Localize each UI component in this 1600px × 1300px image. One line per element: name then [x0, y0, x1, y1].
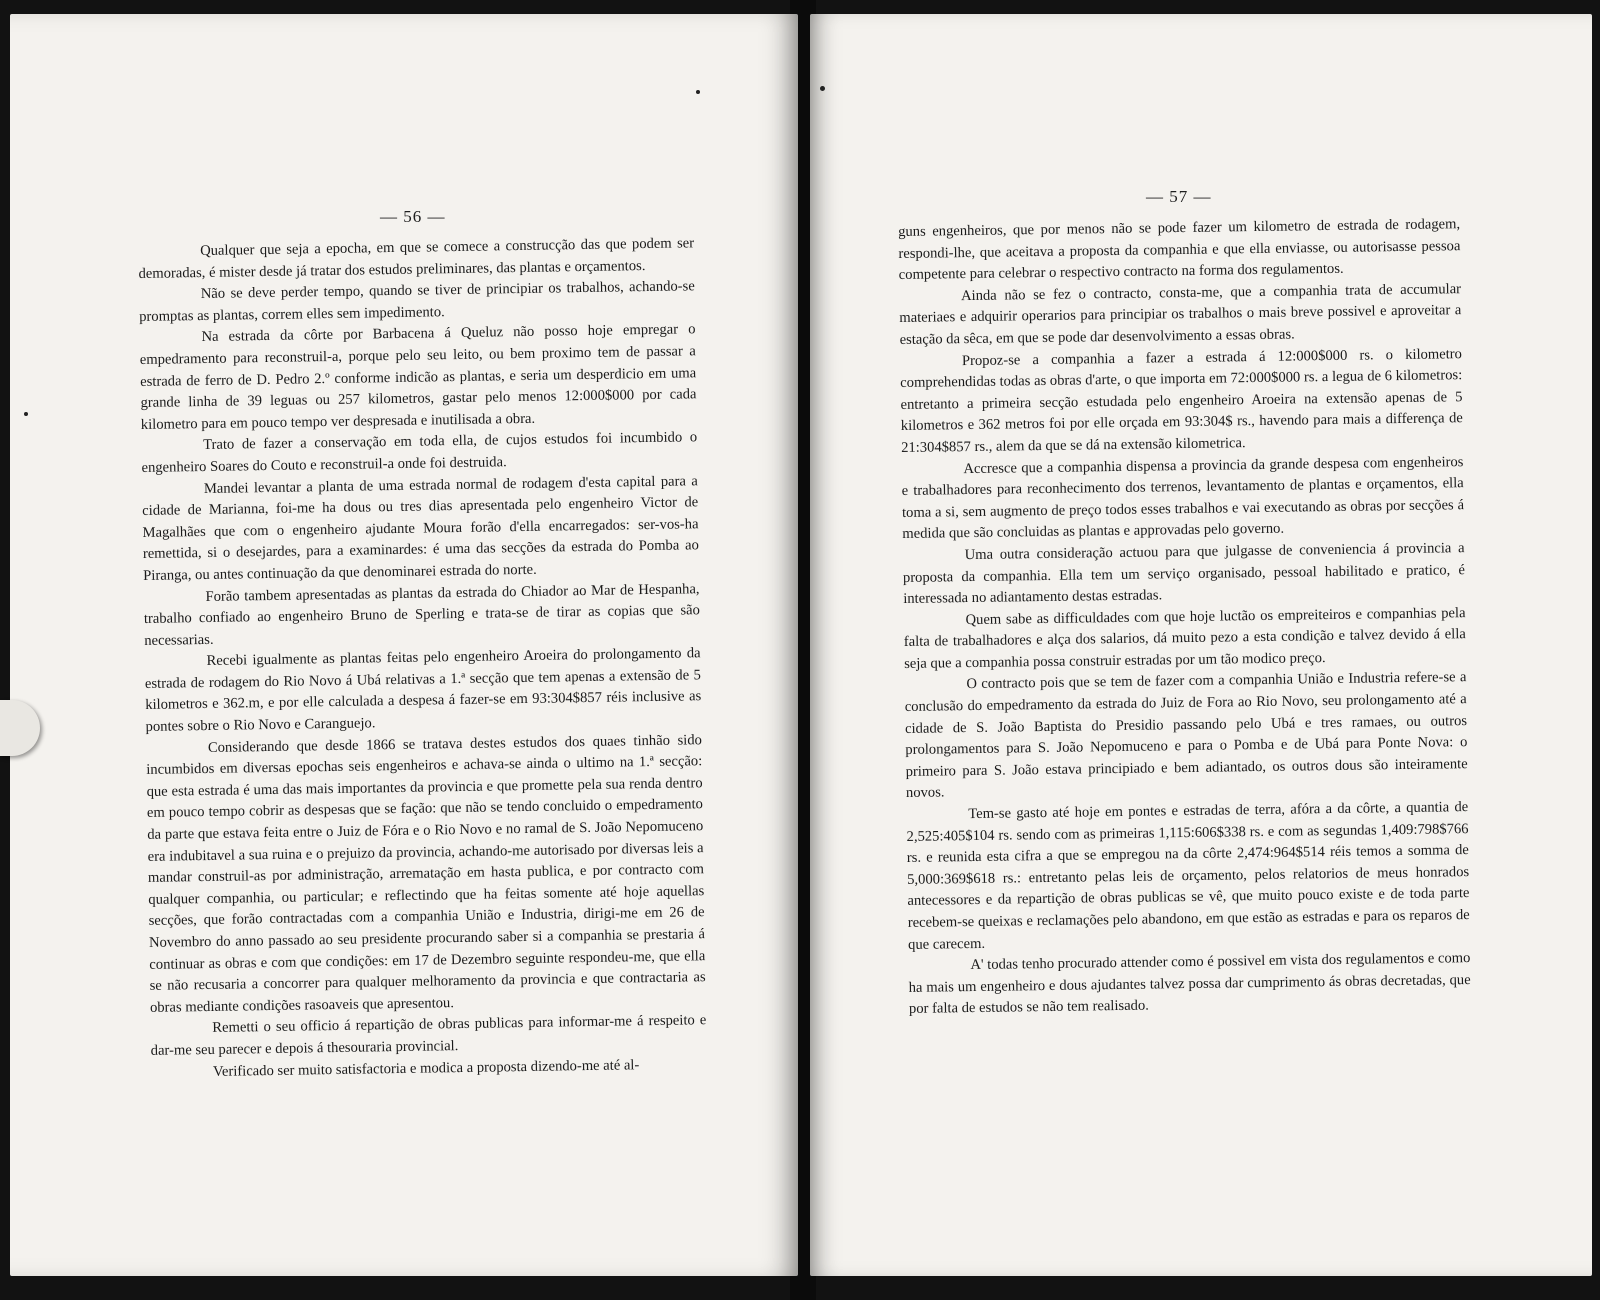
paragraph: Propoz-se a companhia a fazer a estrada á 12:000$000 rs. o kilometro comprehendidas todas as obras d'arte, o que importa em 72:000$000 rs. a legua de 6 kilometros: entretanto a primeira secção estudada pelo engenheiro Aroeira na extensão apenas de 5 kilometros e 362 metros foi por elle orçada em 93:304$ rs., havendo para mais a differença de 21:304$857 rs., alem da que se dá na extensão kilometrica. [900, 345, 1463, 456]
ink-speck [696, 90, 700, 94]
left-page-body [138, 233, 707, 1084]
paragraph: Ainda não se fez o contracto, consta-me, que a companhia trata de accumular materiaes e adquirir operarios para principiar os trabalhos o mais breve possivel e aproveitar a estação da sêca, em que se pode dar desenvolvimento a essas obras. [899, 280, 1462, 348]
paragraph: Quem sabe as difficuldades com que hoje luctão os empreiteiros e companhias pela falta de trabalhadores e alça dos salarios, dá muito pezo a esta condição e talvez devido á ella seja que a companhia possa construir estradas por um tão modico preço. [903, 604, 1466, 672]
paragraph: Accresce que a companhia dispensa a provincia da grande despesa com engenheiros e trabalhadores para reconhecimento dos terrenos, levantamento de plantas e orçamentos, ella toma a si, sem augmento de preço todos esses trabalhos e vai executando as obras por secções á medida que são concluidas as plantas e approvadas pelo governo. [901, 453, 1465, 543]
paragraph: Remetti o seu officio á repartição de obras publicas para informar-me á respeito e dar-me seu parecer e depois á thesouraria provincial. [150, 1012, 707, 1059]
paragraph: A' todas tenho procurado attender como é possivel em vista dos regulamentos e como ha mais um engenheiro e dous ajudantes talvez possa dar cumprimento ás obras decretadas, que por falta de estudos se não tem realisado. [908, 950, 1471, 1018]
paragraph: Qualquer que seja a epocha, em que se comece a construcção das que podem ser demoradas, é mister desde já tratar dos estudos preliminares, das plantas e orçamentos. [138, 235, 695, 282]
paragraph: Uma outra consideração actuou para que julgasse de conveniencia á provincia a proposta da companhia. Ella tem um serviço organisado, pessoal habilitado e pratico, é interessada no adiantamento destas estradas. [902, 540, 1466, 608]
right-page-body [898, 214, 1471, 1021]
left-page [10, 14, 798, 1276]
paragraph: O contracto pois que se tem de fazer com a companhia União e Industria refere-se a conclusão do empedramento da estrada do Juiz de Fora ao Rio Novo, seu prolongamento até a cidade de S. João Baptista do Presidio passando pelo Ubá e tres ramaes, ou outros prolongamentos para S. João Nepomuceno e para o Pomba e de Ubá para Ponte Nova: o primeiro para S. João estava principiado e bem adiantado, os outros dous são inteiramente novos. [904, 669, 1468, 802]
ink-speck [820, 86, 825, 91]
paragraph: Recebi igualmente as plantas feitas pelo engenheiro Aroeira do prolongamento da estrada de rodagem do Rio Novo á Ubá relativas a 1.ª secção que tem apenas a extensão de 5 kilometros e 362.m, e por elle calculada a despesa á fazer-se em 93:304$857 réis inclusive as pontes sobre o Rio Novo e Caranguejo. [144, 645, 702, 736]
paragraph: Trato de fazer a conservação em toda ella, de cujos estudos foi incumbido o engenheiro Soares do Couto e reconstruil-a onde foi destruida. [141, 429, 698, 476]
page-number-right: — 57 — [1146, 187, 1212, 206]
page-number-left: — 56 — [380, 207, 446, 226]
paragraph: Verificado ser muito satisfactoria e modica a proposta dizendo-me até al- [212, 1056, 640, 1080]
ink-speck [24, 412, 28, 416]
paragraph: Forão tambem apresentadas as plantas da estrada do Chiador ao Mar de Hespanha, trabalho confiado ao engenheiro Bruno de Sperling e trata-se de tirar as copias que são necessarias. [143, 580, 700, 649]
paragraph: Na estrada da côrte por Barbacena á Queluz não posso hoje empregar o empedramento para reconstruil-a, porque pelo seu leito, ou bem proximo tem de passar a estrada de ferro de D. Pedro 2.º conforme indicão as plantas, e seria um desperdicio em uma grande linha de 39 leguas ou 257 kilometros, gastar pelo menos 12:000$000 por cada kilometro para em pouco tempo ver despresada e inutilisada a obra. [139, 321, 697, 433]
paragraph: Não se deve perder tempo, quando se tiver de principiar os trabalhos, achando-se promptas as plantas, correm elles sem impedimento. [139, 278, 695, 325]
paragraph: Considerando que desde 1866 se tratava destes estudos dos quaes tinhão sido incumbidos em diversas epochas seis engenheiros e achava-se ainda o ultimo na 1.ª secção: que esta estrada é uma das mais importantes da provincia e que promette pela sua renda dentro em pouco tempo cobrir as despesas que se fação: que não se tendo concluido o empedramento da parte que estava feita entre o Juiz de Fóra e o Rio Novo e no ramal de S. João Nepomuceno era indubitavel a sua ruina e o prejuizo da provincia, achando-me autorisado por diversas leis a mandar construil-as por administração, arrematação em hasta publica, e por contracto com qualquer companhia, ou particular; e reflectindo que ha feitas somente até hoje aquellas secções, que forão contractadas com a companhia União e Industria, dirigi-me em 26 de Novembro do anno passado ao seu presidente procurando saber si a companhia se prestaria á continuar as obras e com que condições: em 17 de Dezembro seguinte respondeu-me, que ella se não recusaria a concorrer para qualquer melhoramento da provincia e que contractaria as obras mediante condições rasoaveis que apresentou. [146, 731, 706, 1016]
paragraph: Mandei levantar a planta de uma estrada normal de rodagem d'esta capital para a cidade de Marianna, foi-me ha dous ou tres dias apresentada pelo engenheiro Victor de Magalhães que com o engenheiro ajudante Moura forão d'ella encarregados: ser-vos-ha remettida, si o desejardes, para a examinardes: é uma das secções da estrada do Pomba ao Piranga, ou antes continuação da que denominarei estrada do norte. [142, 472, 699, 584]
paragraph: Tem-se gasto até hoje em pontes e estradas de terra, afóra a da côrte, a quantia de 2,525:405$104 rs. sendo com as primeiras 1,115:606$338 rs. e com as segundas 1,409:798$766 rs. e reunida esta cifra a que se empregou na da côrte 2,474:964$514 réis temos a somma de 5,000:369$618 rs.: entretanto pelas leis de orçamento, pelos relatorios de meus honrados antecessores e da repartição de obras publicas se vê, que muito pouco existe e de toda parte recebem-se queixas e reclamações pelo abandono, em que estão as estradas e para os reparos de que carecem. [906, 799, 1470, 953]
right-page [810, 14, 1592, 1276]
paragraph: guns engenheiros, que por menos não se pode fazer um kilometro de estrada de rodagem, respondi-lhe, que aceitava a proposta da companhia e que ella enviasse, ou autorisasse pessoa competente para celebrar o respectivo contracto na forma dos regulamentos. [898, 216, 1461, 284]
